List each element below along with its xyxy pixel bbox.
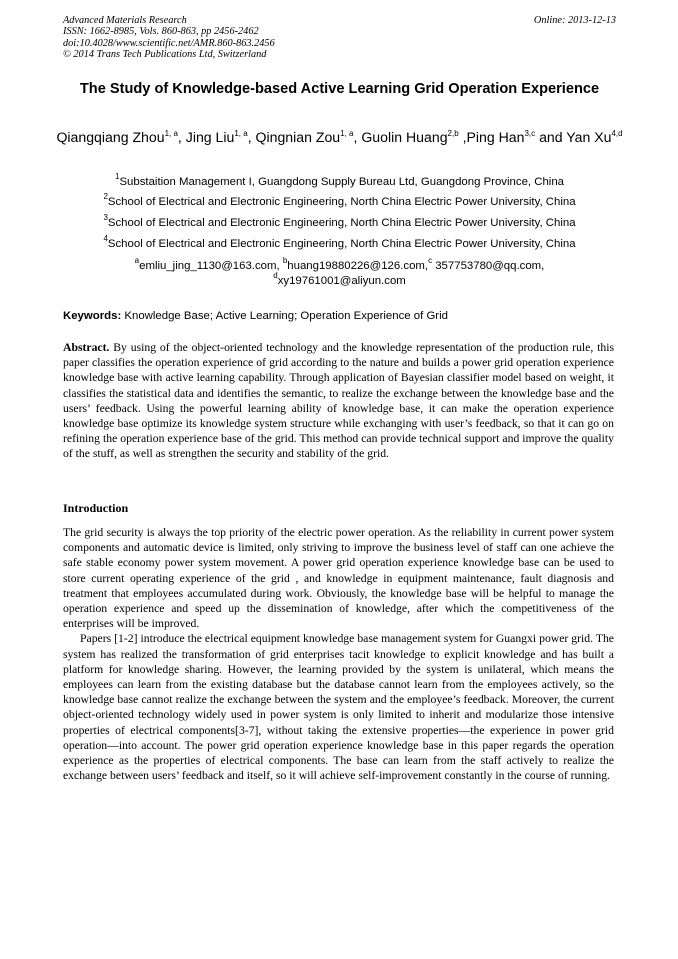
introduction-body [63,525,614,783]
author-affil-mark: 3,c [524,129,536,138]
author-separator: , [177,129,186,145]
author-name: Qiangqiang Zhou [56,129,165,145]
affiliation-text: School of Electrical and Electronic Engineering, North China Electric Power University, China [107,217,576,229]
affiliation-mark: 3 [103,213,108,222]
email-mark: c [428,256,433,265]
author-affil-mark: 1, a [340,129,354,138]
email-mark: a [134,256,140,265]
affiliation-text: Substaition Management I, Guangdong Supply Bureau Ltd, Guangdong Province, China [119,176,564,188]
email-mark: d [273,271,278,280]
author-separator: , [353,129,362,145]
affiliation-4 [63,234,616,252]
abstract [63,340,614,462]
author-separator: and [535,129,567,145]
affiliation-mark: 1 [115,172,120,181]
author-affil-mark: 1, a [164,129,178,138]
author-separator: , [247,129,256,145]
affiliation-mark: 4 [103,234,108,243]
section-heading-introduction: Introduction [63,501,129,515]
affiliation-mark: 2 [103,192,108,201]
author-affil-mark: 2,b [447,129,459,138]
email-list [63,256,616,289]
journal-copyright: © 2014 Trans Tech Publications Ltd, Switzerland [63,48,267,60]
author-name: Guolin Huang [361,129,448,145]
abstract-label: Abstract. [63,341,110,354]
paragraph: Papers [1-2] introduce the electrical equipment knowledge base management system for Guangxi power grid. The system has realized the transformation of grid enterprises tacit knowledge to explicit knowledge and has built a platform for knowledge sharing. However, the learning provided by the system is unilateral, which means the employees can learn from the existing database but the database cannot learn from the employees actively, so the knowledge base cannot realize the exchange between the system and the employee’s feedback. Moreover, the current object-oriented technology widely used in power system is only limited to inherit and modularize those intensive properties of electrical components[3-7], without taking the extensive properties—the experience in power grid operation—into account. The power grid operation experience knowledge base in this paper regards the operation experience as the properties of electrical components. The base can learn from the staff actively to realize the exchange between users’ feedback and itself, so it will achieve self-improvement constantly in the course of running. [63,632,614,783]
email-address[interactable]: xy19761001@aliyun.com [277,275,406,287]
affiliation-1 [63,172,616,190]
journal-header [63,15,616,60]
author-name: Qingnian Zou [255,129,341,145]
author-affil-mark: 1, a [234,129,248,138]
journal-name: Advanced Materials Research [63,15,187,26]
email-address[interactable]: emliu_jing_1130@163.com, [139,260,280,272]
affiliation-2 [63,192,616,210]
paragraph: The grid security is always the top priority of the electric power operation. As the reliability in current power system components and automatic device is limited, only striving to improve the business level of staff can one achieve the safe stable economy power system movement. A power grid operation experience knowledge base can be used to store current operating experience of the grid , and knowledge in equipment maintenance, fault diagnosis and treatment that employees accumulated during work. Obviously, the knowledge base will be helpful to manage the operation experience and speed up the dissemination of knowledge, after which the competitiveness of the enterprises will be improved. [63,526,614,631]
affiliation-text: School of Electrical and Electronic Engineering, North China Electric Power University, China [107,196,576,208]
affiliation-3 [63,213,616,231]
affiliation-text: School of Electrical and Electronic Engineering, North China Electric Power University, China [107,238,576,250]
email-address[interactable]: 357753780@qq.com, [432,260,545,272]
author-list [55,128,624,147]
author-name: Jing Liu [185,129,235,145]
keywords-text: Knowledge Base; Active Learning; Operation Experience of Grid [121,310,448,322]
keywords [63,309,616,324]
author-separator: , [458,129,467,145]
keywords-label: Keywords: [63,310,122,322]
online-date: Online: 2013-12-13 [533,15,616,26]
paper-title: The Study of Knowledge-based Active Learning Grid Operation Experience [79,81,600,97]
author-name: Yan Xu [566,129,612,145]
journal-issn: ISSN: 1662-8985, Vols. 860-863, pp 2456-2462 [63,26,259,38]
abstract-text: By using of the object-oriented technology and the knowledge representation of the production rule, this paper classifies the operation experience of grid according to the nature and builds a power grid operation experience knowledge base with active learning capability. Through application of Bayesian classifier model based on weight, it classifies the statistical data and identifies the semantic, to realize the exchange between the knowledge base and the users’ feedback. Using the powerful learning ability of knowledge base, it can make the operation experience knowledge base optimize its knowledge system structure while exchanging with user’s feedback, so that it can go on refining the operation experience base of the grid. This method can provide technical support and improve the quality of the stuff, as well as strengthen the security and stability of the grid. [63,341,614,461]
journal-doi: doi:10.4028/www.scientific.net/AMR.860-863.2456 [63,37,275,49]
author-name: Ping Han [466,129,525,145]
email-address[interactable]: huang19880226@126.com, [287,260,429,272]
author-affil-mark: 4,d [611,129,623,138]
email-mark: b [282,256,288,265]
